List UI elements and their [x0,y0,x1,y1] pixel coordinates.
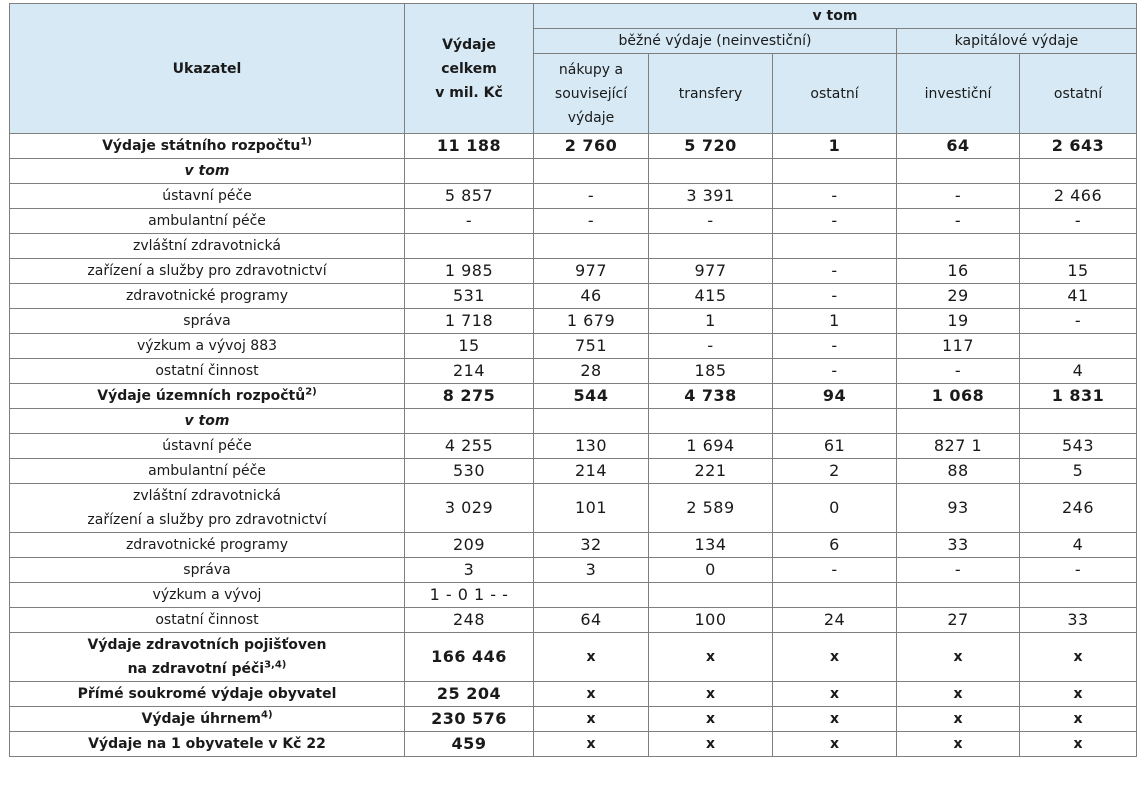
row-label [10,384,405,409]
row-label [10,682,405,707]
row-label-text: zvláštní zdravotnická [133,488,281,504]
table-cell [1020,409,1137,434]
header-vydaje-line3: v mil. Kč [435,84,503,101]
table-cell: 185 [649,359,773,384]
row-label-text: ambulantní péče [148,213,266,229]
row-label [10,159,405,184]
table-cell: 24 [773,608,897,633]
table-cell: 88 [897,459,1020,484]
table-cell: 130 [534,434,649,459]
table-cell: 751 [534,334,649,359]
table-row [10,334,1137,359]
footnote-marker: 1) [300,136,312,148]
table-cell: - [1020,558,1137,583]
table-row [10,384,1137,409]
table-cell: x [897,707,1020,732]
table-cell: - [534,209,649,234]
table-cell: x [649,732,773,757]
row-label [10,234,405,259]
row-label-text: zdravotnické programy [125,537,289,553]
row-label-text: ostatní činnost [155,363,259,379]
row-label [10,533,405,558]
table-cell: 5 720 [649,134,773,159]
table-cell: 1 068 [897,384,1020,409]
table-cell [773,234,897,259]
table-cell: - [773,184,897,209]
table-row [10,707,1137,732]
table-cell: 2 589 [649,484,773,533]
row-label [10,309,405,334]
table-cell [773,583,897,608]
table-cell: 46 [534,284,649,309]
header-nakupy-line1: nákupy a [558,61,624,78]
table-cell: x [534,633,649,682]
table-cell: 1 694 [649,434,773,459]
table-cell: 101 [534,484,649,533]
header-ostatni-kapitalove: ostatní [1020,54,1137,134]
table-cell: - [649,334,773,359]
table-cell: 94 [773,384,897,409]
table-cell [405,159,534,184]
table-cell [649,159,773,184]
table-row [10,732,1137,757]
table-row [10,259,1137,284]
table-cell [534,159,649,184]
header-ukazatel: Ukazatel [10,4,405,134]
table-cell: 19 [897,309,1020,334]
table-cell: 2 [773,459,897,484]
header-v-tom: v tom [534,4,1137,29]
table-cell: 3 [405,558,534,583]
table-cell: 166 446 [405,633,534,682]
row-label-text: v tom [184,413,230,429]
table-row [10,184,1137,209]
table-cell: 827 1 [897,434,1020,459]
table-cell: x [534,732,649,757]
table-cell: - [773,284,897,309]
header-nakupy [534,54,649,134]
table-cell: 64 [534,608,649,633]
table-cell: 4 [1020,533,1137,558]
header-bezne-vydaje: běžné výdaje (neinvestiční) [534,29,897,54]
table-cell: 25 204 [405,682,534,707]
row-label [10,134,405,159]
table-row [10,159,1137,184]
table-cell: - [897,184,1020,209]
table-cell: 4 738 [649,384,773,409]
table-cell: - [1020,309,1137,334]
row-label [10,184,405,209]
table-cell [649,409,773,434]
table-cell: x [649,682,773,707]
table-cell: 1 679 [534,309,649,334]
row-label-text-line2: zařízení a služby pro zdravotnictví [87,512,327,528]
table-cell: - [405,209,534,234]
table-cell: 6 [773,533,897,558]
table-row [10,608,1137,633]
table-cell [1020,334,1137,359]
table-cell [1020,159,1137,184]
table-cell: 11 188 [405,134,534,159]
table-cell: x [897,732,1020,757]
table-body [10,134,1137,757]
table-cell: 221 [649,459,773,484]
table-row [10,134,1137,159]
table-row [10,633,1137,682]
table-cell [649,234,773,259]
table-cell [773,159,897,184]
table-cell: - [773,558,897,583]
row-label-text: Přímé soukromé výdaje obyvatel [77,686,337,702]
row-label-text: správa [183,562,231,578]
table-cell: - [1020,209,1137,234]
table-cell: 8 275 [405,384,534,409]
header-ostatni-bezne: ostatní [773,54,897,134]
row-label [10,558,405,583]
header-vydaje-line2: celkem [441,60,497,77]
footnote-marker: 3,4) [264,659,287,671]
table-cell: x [1020,682,1137,707]
table-cell: 33 [1020,608,1137,633]
table-cell: x [773,682,897,707]
table-cell: - [534,184,649,209]
table-cell: 246 [1020,484,1137,533]
table-cell [405,409,534,434]
table-cell: 41 [1020,284,1137,309]
table-cell: 5 [1020,459,1137,484]
table-cell: x [773,732,897,757]
table-row [10,533,1137,558]
row-label [10,434,405,459]
table-cell: 543 [1020,434,1137,459]
table-cell: 415 [649,284,773,309]
table-cell: 214 [534,459,649,484]
table-cell: 5 857 [405,184,534,209]
table-cell: 459 [405,732,534,757]
table-cell [534,234,649,259]
table-cell: x [1020,633,1137,682]
table-row [10,409,1137,434]
table-cell: x [1020,707,1137,732]
table-cell: - [649,209,773,234]
table-cell: 0 [773,484,897,533]
footnote-marker: 4) [260,709,273,721]
row-label-text: zdravotnické programy [125,288,289,304]
row-label-text: zvláštní zdravotnická [133,238,281,254]
row-label-text: správa [183,313,231,329]
row-label-text: ústavní péče [162,188,252,204]
table-cell: 544 [534,384,649,409]
table-cell: 29 [897,284,1020,309]
row-label [10,633,405,682]
table-cell: 3 [534,558,649,583]
table-cell: 2 643 [1020,134,1137,159]
table-row [10,209,1137,234]
table-row [10,558,1137,583]
row-label [10,409,405,434]
table-cell: - [773,209,897,234]
row-label [10,583,405,608]
table-cell: x [534,707,649,732]
row-label-text: Výdaje územních rozpočtů [97,388,306,404]
row-label-text: ústavní péče [162,438,252,454]
table-row [10,284,1137,309]
table-cell [1020,234,1137,259]
row-label [10,284,405,309]
table-cell: x [897,682,1020,707]
row-label [10,707,405,732]
row-label-text: výzkum a vývoj [152,587,262,603]
header-nakupy-line3: výdaje [567,109,615,126]
row-label-text: Výdaje úhrnem [141,711,261,727]
table-cell: x [897,633,1020,682]
row-label-text: Výdaje na 1 obyvatele v Kč 22 [88,736,326,752]
table-cell [1020,583,1137,608]
row-label [10,259,405,284]
table-cell: - [897,359,1020,384]
table-cell: 209 [405,533,534,558]
table-cell: 64 [897,134,1020,159]
row-label [10,359,405,384]
table-cell: 28 [534,359,649,384]
row-label-text: ostatní činnost [155,612,259,628]
table-cell [649,583,773,608]
footnote-marker: 2) [305,386,317,398]
table-cell [405,234,534,259]
table-cell: 0 [649,558,773,583]
row-label-text: Výdaje státního rozpočtu [102,138,301,154]
table-container [9,3,1137,757]
row-label-text: v tom [184,163,230,179]
table-cell [897,409,1020,434]
row-label [10,484,405,533]
table-cell: 3 029 [405,484,534,533]
table-cell [534,409,649,434]
table-cell [897,583,1020,608]
table-header [10,4,1137,134]
table-cell: 214 [405,359,534,384]
table-cell: 977 [534,259,649,284]
table-cell: 1 - 0 1 - - [405,583,534,608]
row-label-text: ambulantní péče [148,463,266,479]
table-cell [534,583,649,608]
table-cell: 248 [405,608,534,633]
table-cell: 61 [773,434,897,459]
row-label [10,209,405,234]
header-vydaje-line1: Výdaje [442,36,496,53]
row-label-text-line2: na zdravotní péči [127,661,265,677]
table-cell: 2 760 [534,134,649,159]
table-cell: 93 [897,484,1020,533]
table-row [10,309,1137,334]
table-cell: 531 [405,284,534,309]
table-cell: 15 [405,334,534,359]
table-cell: 117 [897,334,1020,359]
table-cell: 15 [1020,259,1137,284]
table-row [10,434,1137,459]
table-cell: 1 718 [405,309,534,334]
table-cell [897,159,1020,184]
table-row [10,583,1137,608]
table-cell: 4 [1020,359,1137,384]
table-cell: 977 [649,259,773,284]
table-cell: x [649,707,773,732]
table-cell [773,409,897,434]
table-cell: 1 [649,309,773,334]
table-cell: 32 [534,533,649,558]
table-row [10,234,1137,259]
table-cell: 1 [773,134,897,159]
table-cell: 4 255 [405,434,534,459]
table-cell: 100 [649,608,773,633]
table-cell: 1 831 [1020,384,1137,409]
header-kapitalove-vydaje: kapitálové výdaje [897,29,1137,54]
table-cell: x [773,633,897,682]
table-cell: x [534,682,649,707]
table-cell: 134 [649,533,773,558]
table-cell: 16 [897,259,1020,284]
header-vydaje-celkem [405,4,534,134]
row-label-text: výzkum a vývoj 883 [136,338,278,354]
table-cell: 27 [897,608,1020,633]
header-nakupy-line2: související [554,85,628,102]
row-label [10,459,405,484]
table-row [10,459,1137,484]
table-cell: x [649,633,773,682]
table-cell: - [897,558,1020,583]
table-cell: 1 985 [405,259,534,284]
table-cell: - [773,259,897,284]
table-cell [897,234,1020,259]
table-cell: 33 [897,533,1020,558]
table-cell: 230 576 [405,707,534,732]
table-row [10,682,1137,707]
table-cell: - [897,209,1020,234]
expenditure-table [9,3,1137,757]
header-investicni: investiční [897,54,1020,134]
row-label-text: Výdaje zdravotních pojišťoven [87,637,327,653]
table-cell: - [773,334,897,359]
table-cell: 530 [405,459,534,484]
table-cell: - [773,359,897,384]
row-label [10,334,405,359]
row-label [10,732,405,757]
table-cell: 3 391 [649,184,773,209]
table-row [10,484,1137,533]
table-cell: 1 [773,309,897,334]
table-cell: x [773,707,897,732]
row-label [10,608,405,633]
table-cell: 2 466 [1020,184,1137,209]
table-row [10,359,1137,384]
header-transfery: transfery [649,54,773,134]
row-label-text: zařízení a služby pro zdravotnictví [87,263,327,279]
table-cell: x [1020,732,1137,757]
